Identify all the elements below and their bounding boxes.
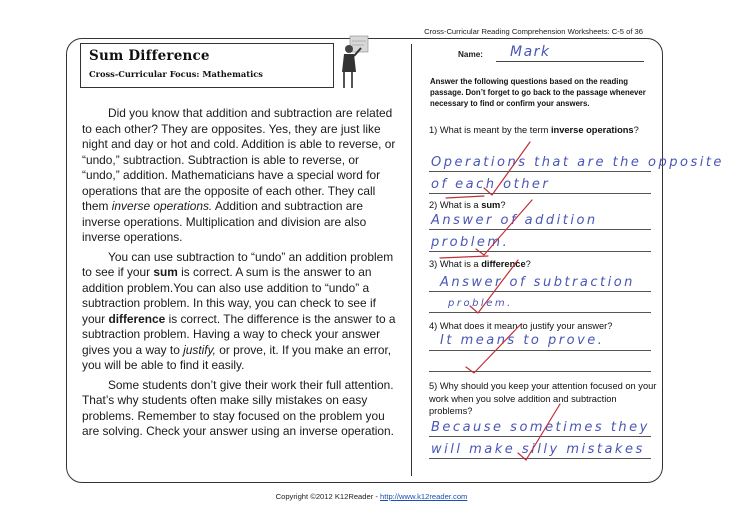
instructions: Answer the following questions based on the reading passage. Don’t forget to go back to the passage whenever necessary to find or confirm your answers. (430, 77, 646, 108)
teacher-illustration (337, 34, 371, 92)
title-box (80, 43, 334, 88)
passage-paragraph-2: You can use subtraction to “undo” an addition problem to see if your sum is correct. A sum is the answer to an addition problem.You can also use addition to “undo” a subtraction problem. In this way, you can check to see if your difference is correct. The difference is the answer to a subtraction problem. Having a way to check your answer gives you a way to justify, or prove, it. If you make an error, you will be able to find it easily. (82, 249, 396, 372)
answer-line-4a (429, 350, 651, 351)
answer-3-line-1[interactable]: Answer of subtraction (440, 275, 635, 290)
question-5: 5) Why should you keep your attention focused on your work when you solve addition and subtraction problems? (429, 381, 657, 417)
answer-line-5a (429, 436, 651, 437)
answer-1-line-2[interactable]: of each other (431, 177, 551, 192)
answer-5-line-2[interactable]: will make silly mistakes (431, 442, 645, 457)
answer-line-5b (429, 458, 651, 459)
page-footer (0, 492, 743, 501)
answer-3-line-2[interactable]: problem. (448, 298, 513, 309)
question-3: 3) What is a difference? (429, 259, 531, 269)
answer-line-2a (429, 229, 651, 230)
answer-line-4b (429, 371, 651, 372)
answer-line-3a (429, 291, 651, 292)
answer-line-1a (429, 171, 651, 172)
answer-2-line-2[interactable]: problem. (431, 235, 510, 250)
reading-passage (82, 106, 396, 444)
passage-paragraph-1: Did you know that addition and subtraction are related to each other? They are opposites. Yes, they are just like night and day or hot and cold. Addition is able to reverse, or “undo,” subtraction. Subtraction is able to reverse, or “undo,” addition. Mathematicians have a special word for operations that are the opposite of each other. They call them inverse operations. Addition and subtraction are inverse operations. Multiplication and division are also inverse operations. (82, 106, 396, 244)
name-label: Name: (458, 50, 484, 59)
answer-5-line-1[interactable]: Because sometimes they (431, 420, 650, 435)
answer-4-line-1[interactable]: It means to prove. (440, 333, 605, 348)
k12reader-link[interactable]: http://www.k12reader.com (380, 492, 468, 501)
answer-line-1b (429, 193, 651, 194)
name-field[interactable] (458, 44, 648, 66)
name-value: Mark (510, 44, 551, 60)
question-4: 4) What does it mean to justify your answer? (429, 321, 613, 331)
copyright-text: Copyright ©2012 K12Reader - (275, 492, 380, 501)
answer-2-line-1[interactable]: Answer of addition (431, 213, 598, 228)
cross-curricular-focus: Cross-Curricular Focus: Mathematics (89, 69, 263, 79)
question-2: 2) What is a sum? (429, 200, 506, 210)
answer-line-2b (429, 251, 651, 252)
column-divider (411, 44, 412, 476)
answer-1-line-1[interactable]: Operations that are the opposite (431, 155, 724, 170)
question-1: 1) What is meant by the term inverse operations? (429, 125, 639, 135)
answer-line-3b (429, 312, 651, 313)
passage-paragraph-3: Some students don’t give their work their full attention. That’s why students often make silly mistakes on easy problems. Remember to stay focused on the problem you are solving. Check your answer using an inverse operation. (82, 377, 394, 438)
worksheet-title: Sum Difference (89, 48, 210, 64)
worksheet-series-label: Cross-Curricular Reading Comprehension Worksheets: C-5 of 36 (424, 27, 643, 36)
